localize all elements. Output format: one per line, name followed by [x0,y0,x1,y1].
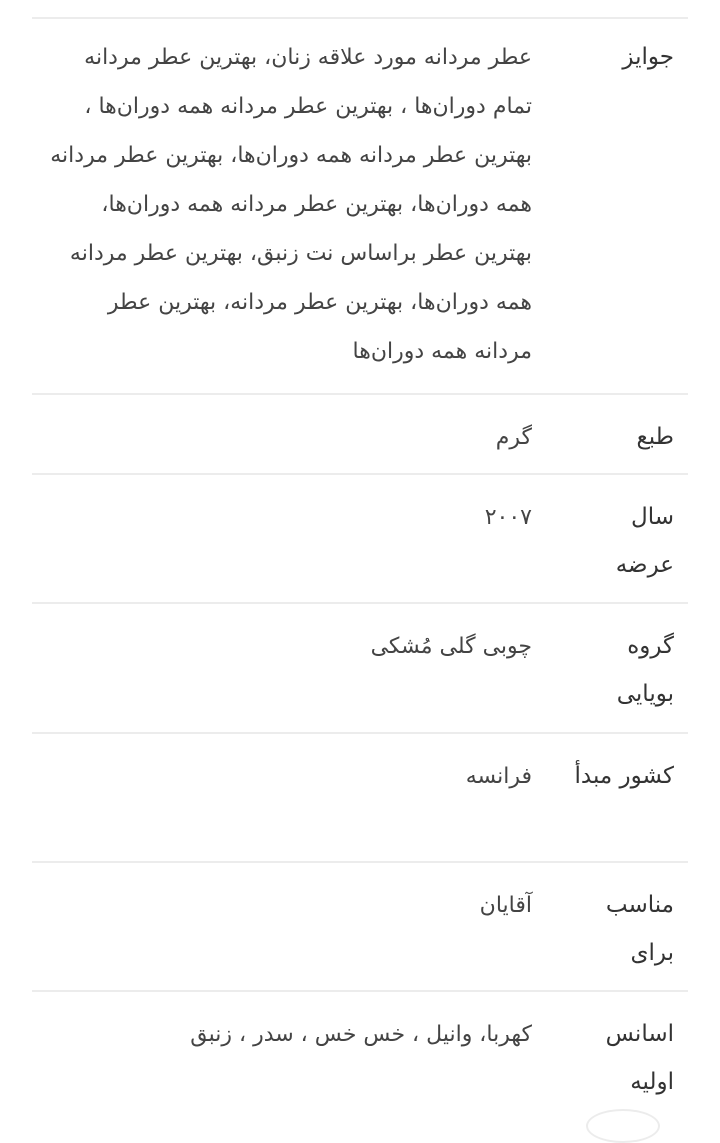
attribute-value-suitable-for: آقایان [479,893,532,918]
attribute-label-top-notes: اسانس اولیه [605,1021,674,1095]
attribute-label-suitable-for: مناسب برای [605,892,674,966]
attribute-row-awards [32,17,688,393]
attribute-row-top-notes [32,990,688,1130]
attribute-value-nature: گرم [495,425,532,450]
attribute-row-country-of-origin [32,732,688,861]
attribute-value-awards: عطر مردانه مورد علاقه زنان، بهترین عطر مردانه تمام دوران‌ها ، بهترین عطر مردانه همه دوران‌ها ، بهترین عطر مردانه همه دوران‌ها، بهترین عطر مردانه همه دوران‌ها، بهترین عطر مردانه همه دوران‌ها، بهترین عطر براساس نت زنبق، بهترین عطر مردانه همه دوران‌ها، بهترین عطر مردانه، بهترین عطر مردانه همه دوران‌ها [50,45,532,364]
attribute-value-country-of-origin: فرانسه [465,764,532,789]
attribute-label-awards: جوایز [622,44,674,70]
attribute-label-country-of-origin: کشور مبدأ [574,763,674,789]
attribute-row-nature [32,393,688,473]
attribute-label-release-year: سال عرضه [615,504,674,578]
product-attributes-table [32,17,688,1130]
attribute-value-release-year: ۲۰۰۷ [484,505,532,530]
attribute-label-olfactory-group: گروه بویایی [616,633,674,707]
attribute-value-olfactory-group: چوبی گلی مُشکی [370,634,532,659]
scroll-to-top-button[interactable] [586,1109,660,1143]
attribute-row-suitable-for [32,861,688,990]
attribute-value-top-notes: کهربا، وانیل ، خس خس ، سدر ، زنبق [190,1022,532,1047]
attribute-label-nature: طبع [636,424,674,450]
attribute-row-release-year [32,473,688,602]
attribute-row-olfactory-group [32,602,688,732]
